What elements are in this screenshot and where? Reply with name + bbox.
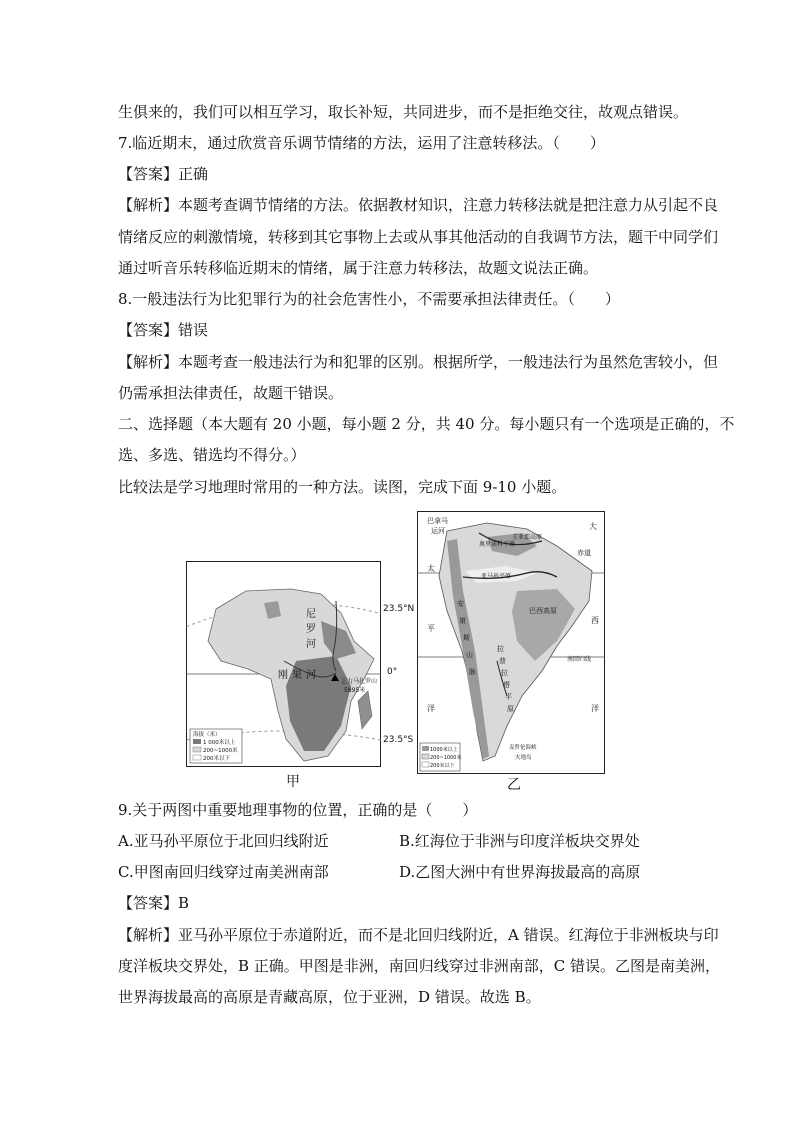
andes-label: 第 (459, 617, 466, 625)
kilimanjaro-height: 5895米 (344, 687, 366, 694)
equator-label: 赤道 (577, 549, 591, 557)
laplata-label: 拉 (501, 669, 508, 677)
legend-item: 200~1000米 (203, 748, 238, 754)
tropic-label: 南回归线 (567, 656, 592, 663)
andes-label: 脉 (469, 668, 476, 676)
question-8: 8.一般违法行为比犯罪行为的社会危害性小，不需要承担法律责任。（ ） (118, 290, 620, 308)
tropic-north-label: 23.5°N (383, 604, 415, 614)
legend-item: 1000米以上 (430, 747, 458, 753)
explanation-8-line: 仍需承担法律责任，故题干错误。 (118, 384, 344, 402)
congo-label: 河 (306, 670, 316, 681)
legend-title: 海拔（米） (193, 732, 221, 738)
tierra-del-fuego-label: 火地岛 (515, 755, 532, 761)
explanation-7-line: 【解析】本题考查调节情绪的方法。依据教材知识，注意力转移法就是把注意力从引起不良 (118, 196, 719, 214)
nile-label: 河 (306, 639, 316, 650)
brazil-label: 巴西高原 (529, 607, 557, 615)
andes-label: 山 (466, 651, 473, 659)
panama-label: 巴拿马 (427, 517, 448, 525)
guiana-label: 圭亚那高原 (512, 534, 543, 541)
orinoco-label: 奥里诺科平原 (479, 541, 516, 548)
andes-label: 安 (457, 600, 464, 608)
answer-7: 【答案】正确 (118, 165, 209, 183)
laplata-label: 原 (507, 705, 514, 713)
equator-label: 0° (387, 667, 398, 677)
laplata-label: 拉 (497, 645, 504, 653)
andes-label: 斯 (463, 634, 470, 642)
explanation-9-line: 【解析】亚马孙平原位于赤道附近，而不是北回归线附近，A 错误。红海位于非洲板块与印 (118, 926, 719, 944)
laplata-label: 塔 (503, 681, 510, 689)
question-intro: 比较法是学习地理时常用的一种方法。读图，完成下面 9-10 小题。 (118, 478, 567, 496)
amazon-label: 亚马孙平原 (481, 573, 512, 580)
explanation-8-line: 【解析】本题考查一般违法行为和犯罪的区别。根据所学，一般违法行为虽然危害较小，但 (118, 353, 719, 371)
option-a: A.亚马孙平原位于北回归线附近 (118, 832, 329, 850)
atlantic-label: 西 (591, 616, 599, 625)
option-d: D.乙图大洲中有世界海拔最高的高原 (399, 863, 641, 881)
kilimanjaro-label: 乞力马扎罗山 (341, 678, 378, 685)
question-7: 7.临近期末，通过欣赏音乐调节情绪的方法，运用了注意转移法。（ ） (118, 134, 605, 152)
explanation-7-line: 通过听音乐转移临近期末的情绪，属于注意力转移法，故题文说法正确。 (118, 259, 599, 277)
laplata-label: 普 (499, 657, 506, 665)
legend-item: 1 000米以上 (203, 740, 236, 746)
magellan-label: 麦哲伦海峡 (509, 745, 537, 751)
atlantic-label: 大 (589, 522, 597, 531)
question-9: 9.关于两图中重要地理事物的位置，正确的是（ ） (118, 801, 478, 819)
canal-label: 运河 (431, 527, 445, 535)
legend-item: 200~1000米 (430, 755, 462, 761)
figure-caption-left: 甲 (286, 774, 300, 790)
laplata-label: 平 (505, 693, 512, 701)
option-c: C.甲图南回归线穿过南美洲南部 (118, 863, 329, 881)
tropic-south-label: 23.5°S (383, 735, 414, 745)
atlantic-label: 洋 (591, 704, 599, 713)
legend-item: 200米以下 (203, 756, 230, 762)
africa-latitude-labels (381, 595, 417, 745)
nile-label: 尼 (306, 609, 316, 620)
south-america-map (417, 511, 605, 774)
answer-9: 【答案】B (118, 894, 190, 912)
pacific-label: 洋 (427, 704, 435, 713)
africa-map (186, 561, 381, 767)
nile-label: 罗 (306, 624, 316, 635)
congo-label: 刚 (278, 670, 288, 681)
explanation-9-line: 度洋板块交界处，B 正确。甲图是非洲，南回归线穿过非洲南部，C 错误。乙图是南美洲， (118, 957, 721, 975)
figure-caption-right: 乙 (507, 777, 521, 793)
section-heading: 二、选择题（本大题有 20 小题，每小题 2 分，共 40 分。每小题只有一个选项是正确的，不 (118, 415, 735, 433)
pacific-label: 太 (427, 564, 435, 573)
congo-label: 果 (292, 670, 302, 681)
section-heading: 选、多选、错选均不得分。） (118, 446, 306, 464)
legend-item: 200米以下 (430, 763, 455, 769)
pacific-label: 平 (427, 624, 435, 633)
explanation-9-line: 世界海拔最高的高原是青藏高原，位于亚洲，D 错误。故选 B。 (118, 988, 541, 1006)
answer-8: 【答案】错误 (118, 321, 209, 339)
text-line: 生俱来的，我们可以相互学习，取长补短，共同进步，而不是拒绝交往，故观点错误。 (118, 103, 689, 121)
option-b: B.红海位于非洲与印度洋板块交界处 (399, 832, 640, 850)
explanation-7-line: 情绪反应的刺激情境，转移到其它事物上去或从事其他活动的自我调节方法，题干中同学们 (118, 228, 719, 246)
